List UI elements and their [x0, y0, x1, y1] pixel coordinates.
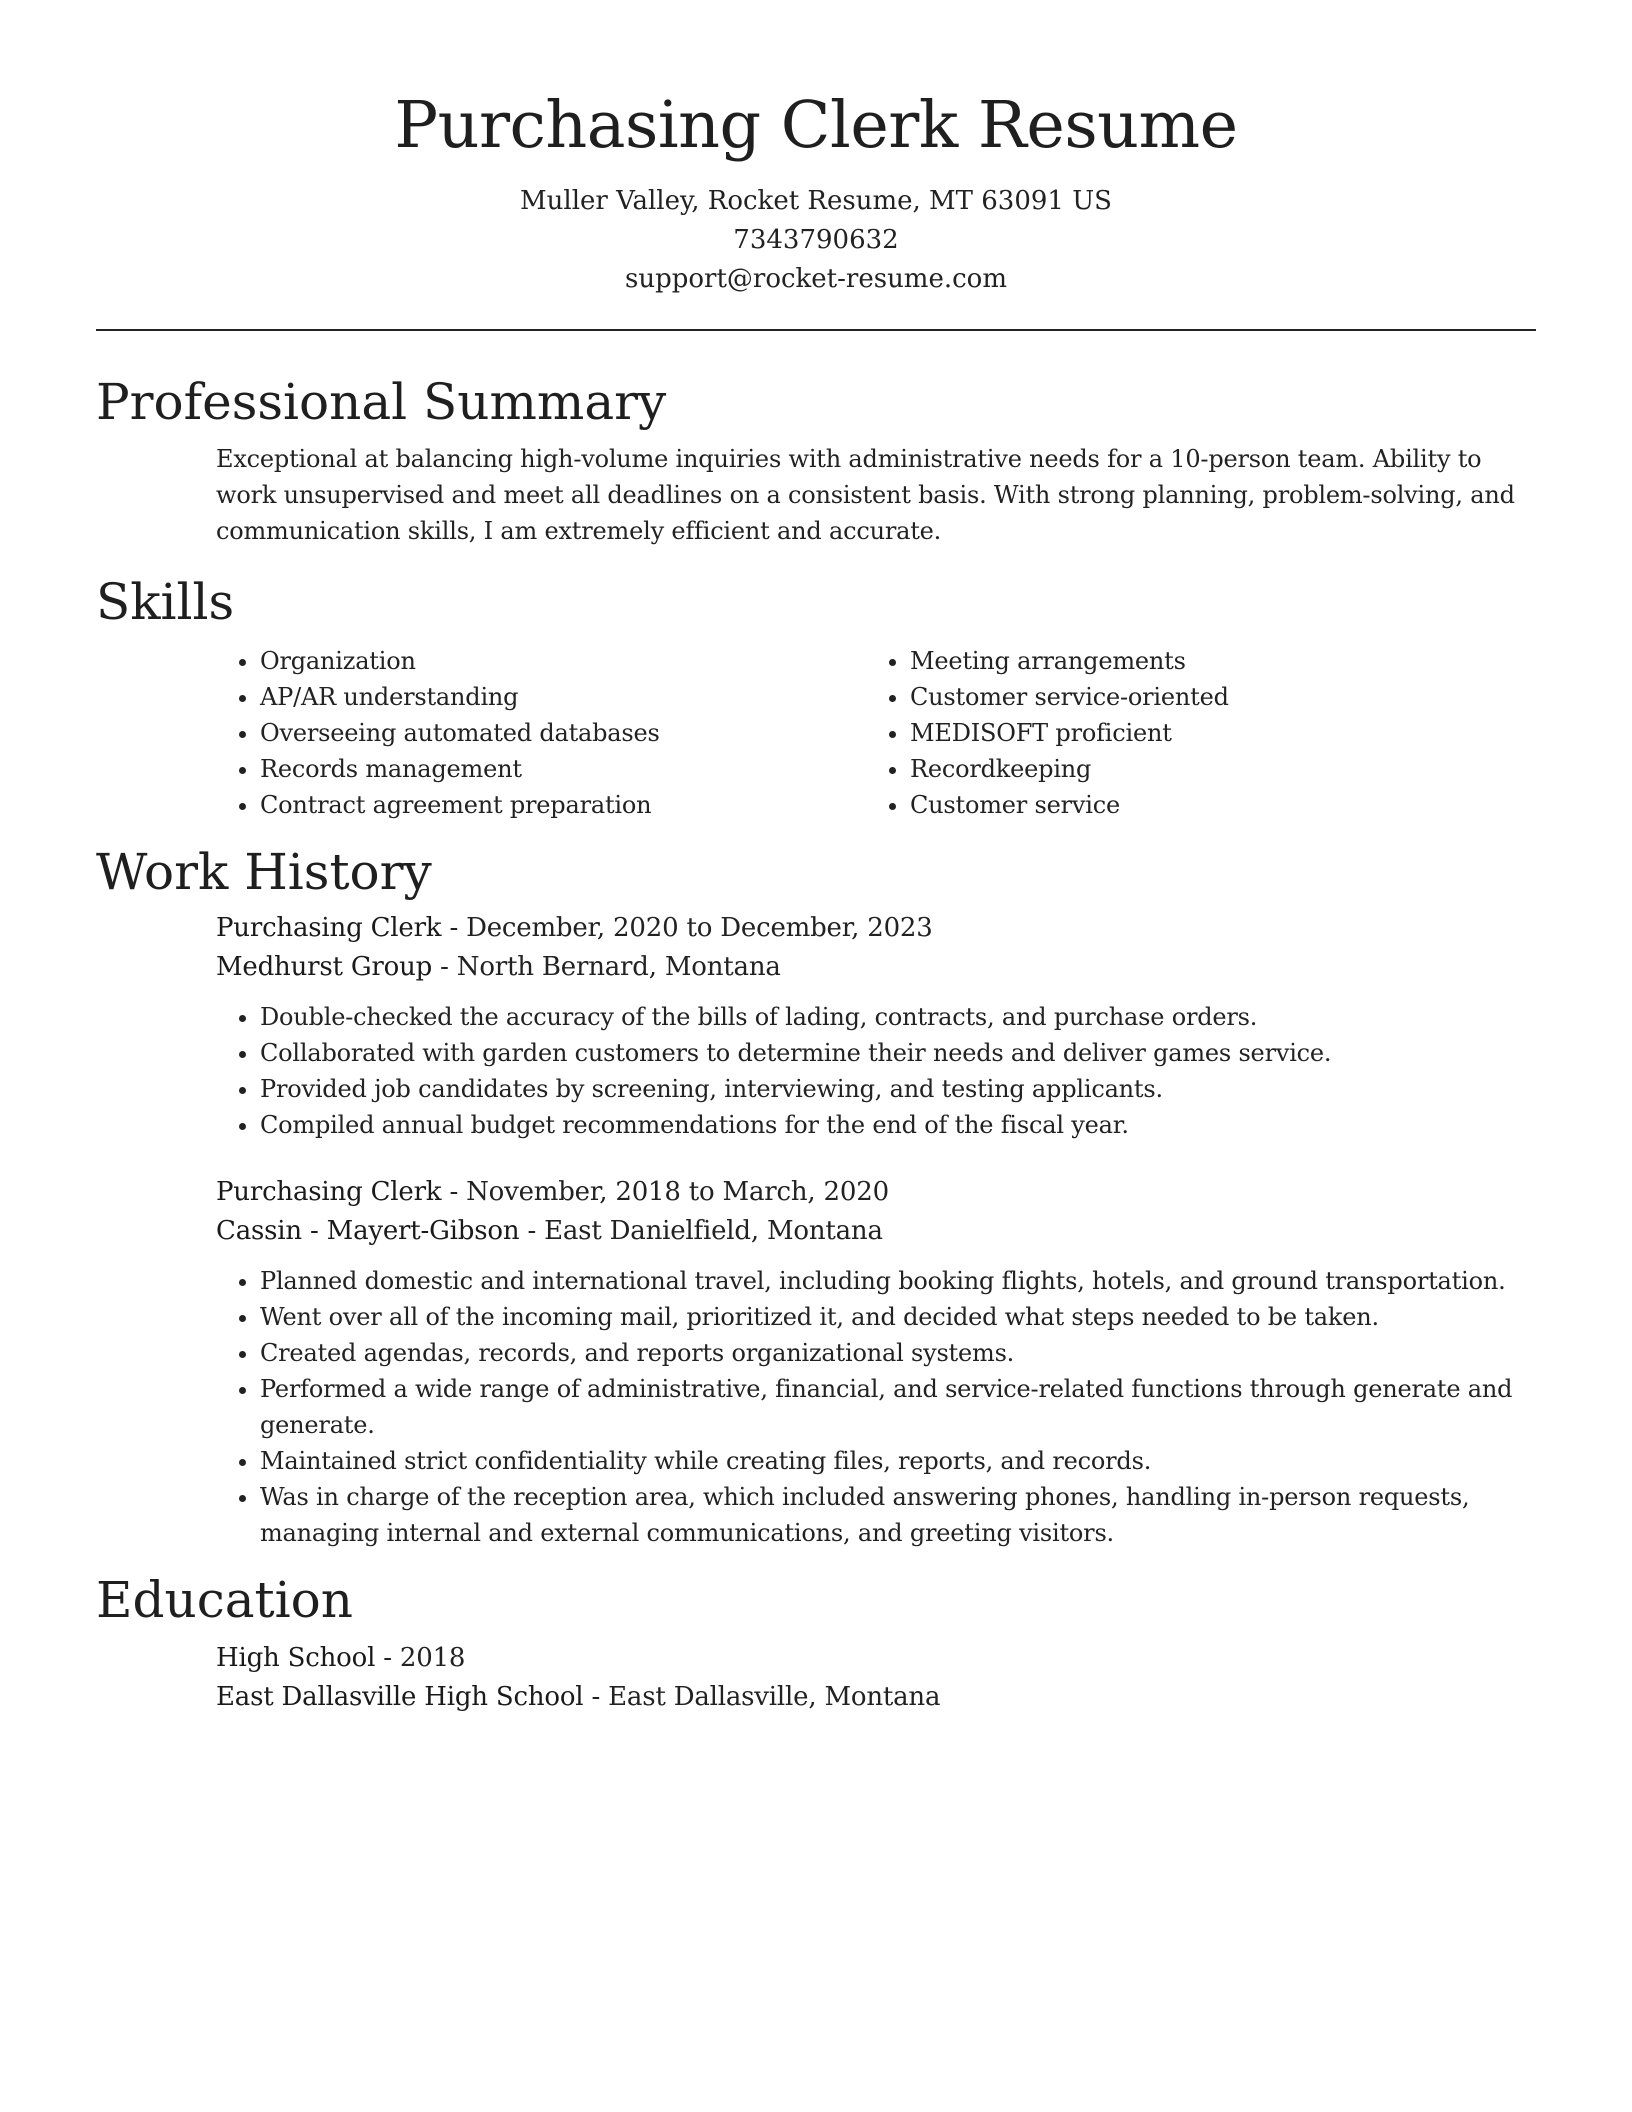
- skill-item: • Customer service: [910, 787, 1516, 823]
- job-title: Purchasing Clerk: [216, 1177, 442, 1207]
- job-title-line: [216, 1173, 1536, 1212]
- summary-heading: Professional Summary: [96, 373, 667, 431]
- job-location: - North Bernard, Montana: [432, 952, 781, 982]
- skill-item: • Meeting arrangements: [910, 643, 1516, 679]
- skill-item: • AP/AR understanding: [260, 679, 866, 715]
- job-bullet-list: [216, 1263, 1536, 1551]
- resume-page: [96, 0, 1536, 1717]
- education-heading: Education: [96, 1571, 353, 1629]
- email-text: support@rocket-resume.com: [624, 264, 1007, 294]
- job-location: - East Danielfield, Montana: [519, 1216, 883, 1246]
- education-location: - East Dallasville, Montana: [583, 1682, 941, 1712]
- education-degree: High School: [216, 1643, 376, 1673]
- job-company: Cassin - Mayert-Gibson: [216, 1216, 520, 1246]
- job-company-line: [216, 948, 1536, 987]
- skill-item: • Customer service-oriented: [910, 679, 1516, 715]
- phone-text: 7343790632: [733, 225, 899, 255]
- skill-item: • Recordkeeping: [910, 751, 1516, 787]
- education-degree-line: [216, 1639, 1536, 1678]
- skills-column-left: [216, 643, 866, 823]
- job-bullet: • Planned domestic and international travel, including booking flights, hotels, and ground transportation.: [260, 1263, 1536, 1299]
- job-bullet: • Compiled annual budget recommendations for the end of the fiscal year.: [260, 1107, 1536, 1143]
- work-history-heading: Work History: [96, 843, 432, 901]
- education-school-line: [216, 1678, 1536, 1717]
- skill-item: • Overseeing automated databases: [260, 715, 866, 751]
- skill-item: • MEDISOFT proficient: [910, 715, 1516, 751]
- job-company: Medhurst Group: [216, 952, 433, 982]
- skill-item: • Organization: [260, 643, 866, 679]
- skill-item: • Records management: [260, 751, 866, 787]
- job-bullet-list: [216, 999, 1536, 1143]
- job-bullet: • Collaborated with garden customers to determine their needs and deliver games service.: [260, 1035, 1536, 1071]
- job-bullet: • Provided job candidates by screening, interviewing, and testing applicants.: [260, 1071, 1536, 1107]
- education-year: - 2018: [375, 1643, 466, 1673]
- summary-section: [216, 441, 1536, 549]
- address-text: Muller Valley, Rocket Resume, MT 63091 US: [520, 186, 1112, 216]
- job-dates: - December, 2020 to December, 2023: [441, 913, 933, 943]
- skill-item: • Contract agreement preparation: [260, 787, 866, 823]
- job-title-line: [216, 909, 1536, 948]
- job-bullet: • Maintained strict confidentiality while creating files, reports, and records.: [260, 1443, 1536, 1479]
- skills-heading: Skills: [96, 573, 235, 631]
- education-school: East Dallasville High School: [216, 1682, 584, 1712]
- skills-section: [216, 643, 1536, 823]
- job-bullet: • Performed a wide range of administrative, financial, and service-related functions through generate and generate.: [260, 1371, 1536, 1443]
- job-company-line: [216, 1212, 1536, 1251]
- job-title: Purchasing Clerk: [216, 913, 442, 943]
- resume-title: Purchasing Clerk Resume: [394, 88, 1238, 163]
- job-dates: - November, 2018 to March, 2020: [441, 1177, 889, 1207]
- contact-block: [96, 182, 1536, 299]
- job-bullet: • Went over all of the incoming mail, prioritized it, and decided what steps needed to be taken.: [260, 1299, 1536, 1335]
- skills-column-right: [866, 643, 1516, 823]
- header-divider: [96, 329, 1536, 331]
- job-bullet: • Was in charge of the reception area, which included answering phones, handling in-person requests, managing internal and external communications, and greeting visitors.: [260, 1479, 1536, 1551]
- summary-text: Exceptional at balancing high-volume inquiries with administrative needs for a 10-person team. Ability to work unsupervised and meet all deadlines on a consistent basis. With strong planning, problem-solving, and communication skills, I am extremely efficient and accurate.: [216, 445, 1515, 545]
- job-bullet: • Created agendas, records, and reports organizational systems.: [260, 1335, 1536, 1371]
- education-entry: [216, 1639, 1536, 1717]
- job-entry: [216, 1173, 1536, 1551]
- job-bullet: • Double-checked the accuracy of the bills of lading, contracts, and purchase orders.: [260, 999, 1536, 1035]
- job-entry: [216, 909, 1536, 1143]
